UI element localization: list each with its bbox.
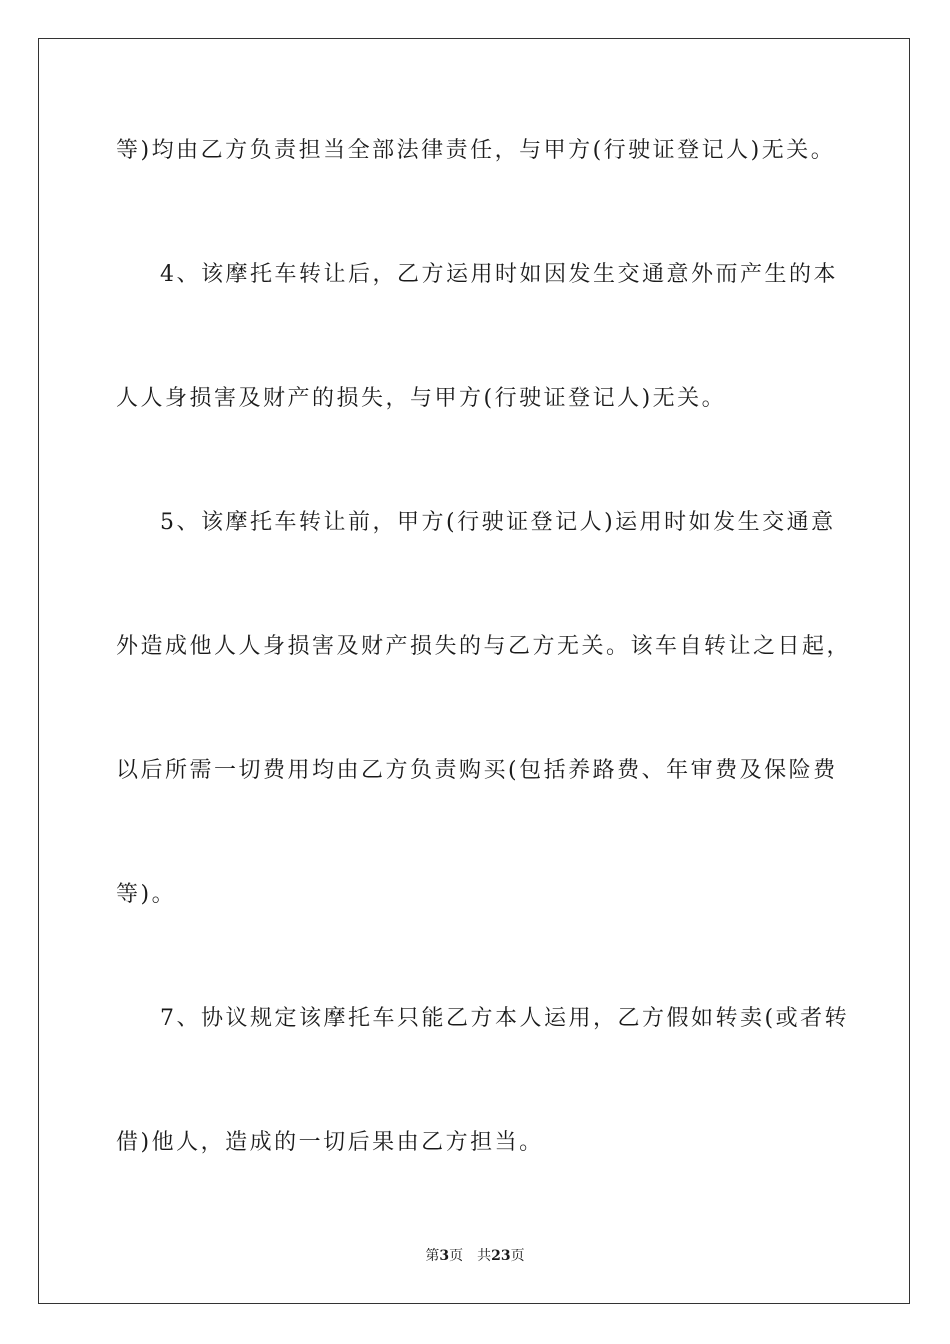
text-line-2: 4、该摩托车转让后，乙方运用时如因发生交通意外而产生的本 — [160, 262, 838, 287]
total-prefix: 共 — [477, 1248, 492, 1264]
text-line-1: 等)均由乙方负责担当全部法律责任，与甲方(行驶证登记人)无关。 — [116, 138, 836, 163]
text-line-5: 外造成他人人身损害及财产损失的与乙方无关。该车自转让之日起， — [116, 634, 852, 659]
page-frame — [38, 38, 910, 1304]
page-prefix: 第 — [425, 1248, 440, 1264]
text-line-9: 借)他人，造成的一切后果由乙方担当。 — [116, 1130, 544, 1155]
text-line-7: 等)。 — [116, 882, 177, 907]
page-footer — [0, 1246, 950, 1266]
total-pages: 23 — [491, 1248, 511, 1264]
text-line-3: 人人身损害及财产的损失，与甲方(行驶证登记人)无关。 — [116, 386, 727, 411]
total-suffix: 页 — [510, 1248, 525, 1264]
text-line-8: 7、协议规定该摩托车只能乙方本人运用，乙方假如转卖(或者转 — [160, 1006, 850, 1031]
page-suffix: 页 — [449, 1248, 464, 1264]
page-number: 3 — [439, 1248, 450, 1264]
text-line-6: 以后所需一切费用均由乙方负责购买(包括养路费、年审费及保险费 — [116, 758, 838, 783]
text-line-4: 5、该摩托车转让前，甲方(行驶证登记人)运用时如发生交通意 — [160, 510, 836, 535]
